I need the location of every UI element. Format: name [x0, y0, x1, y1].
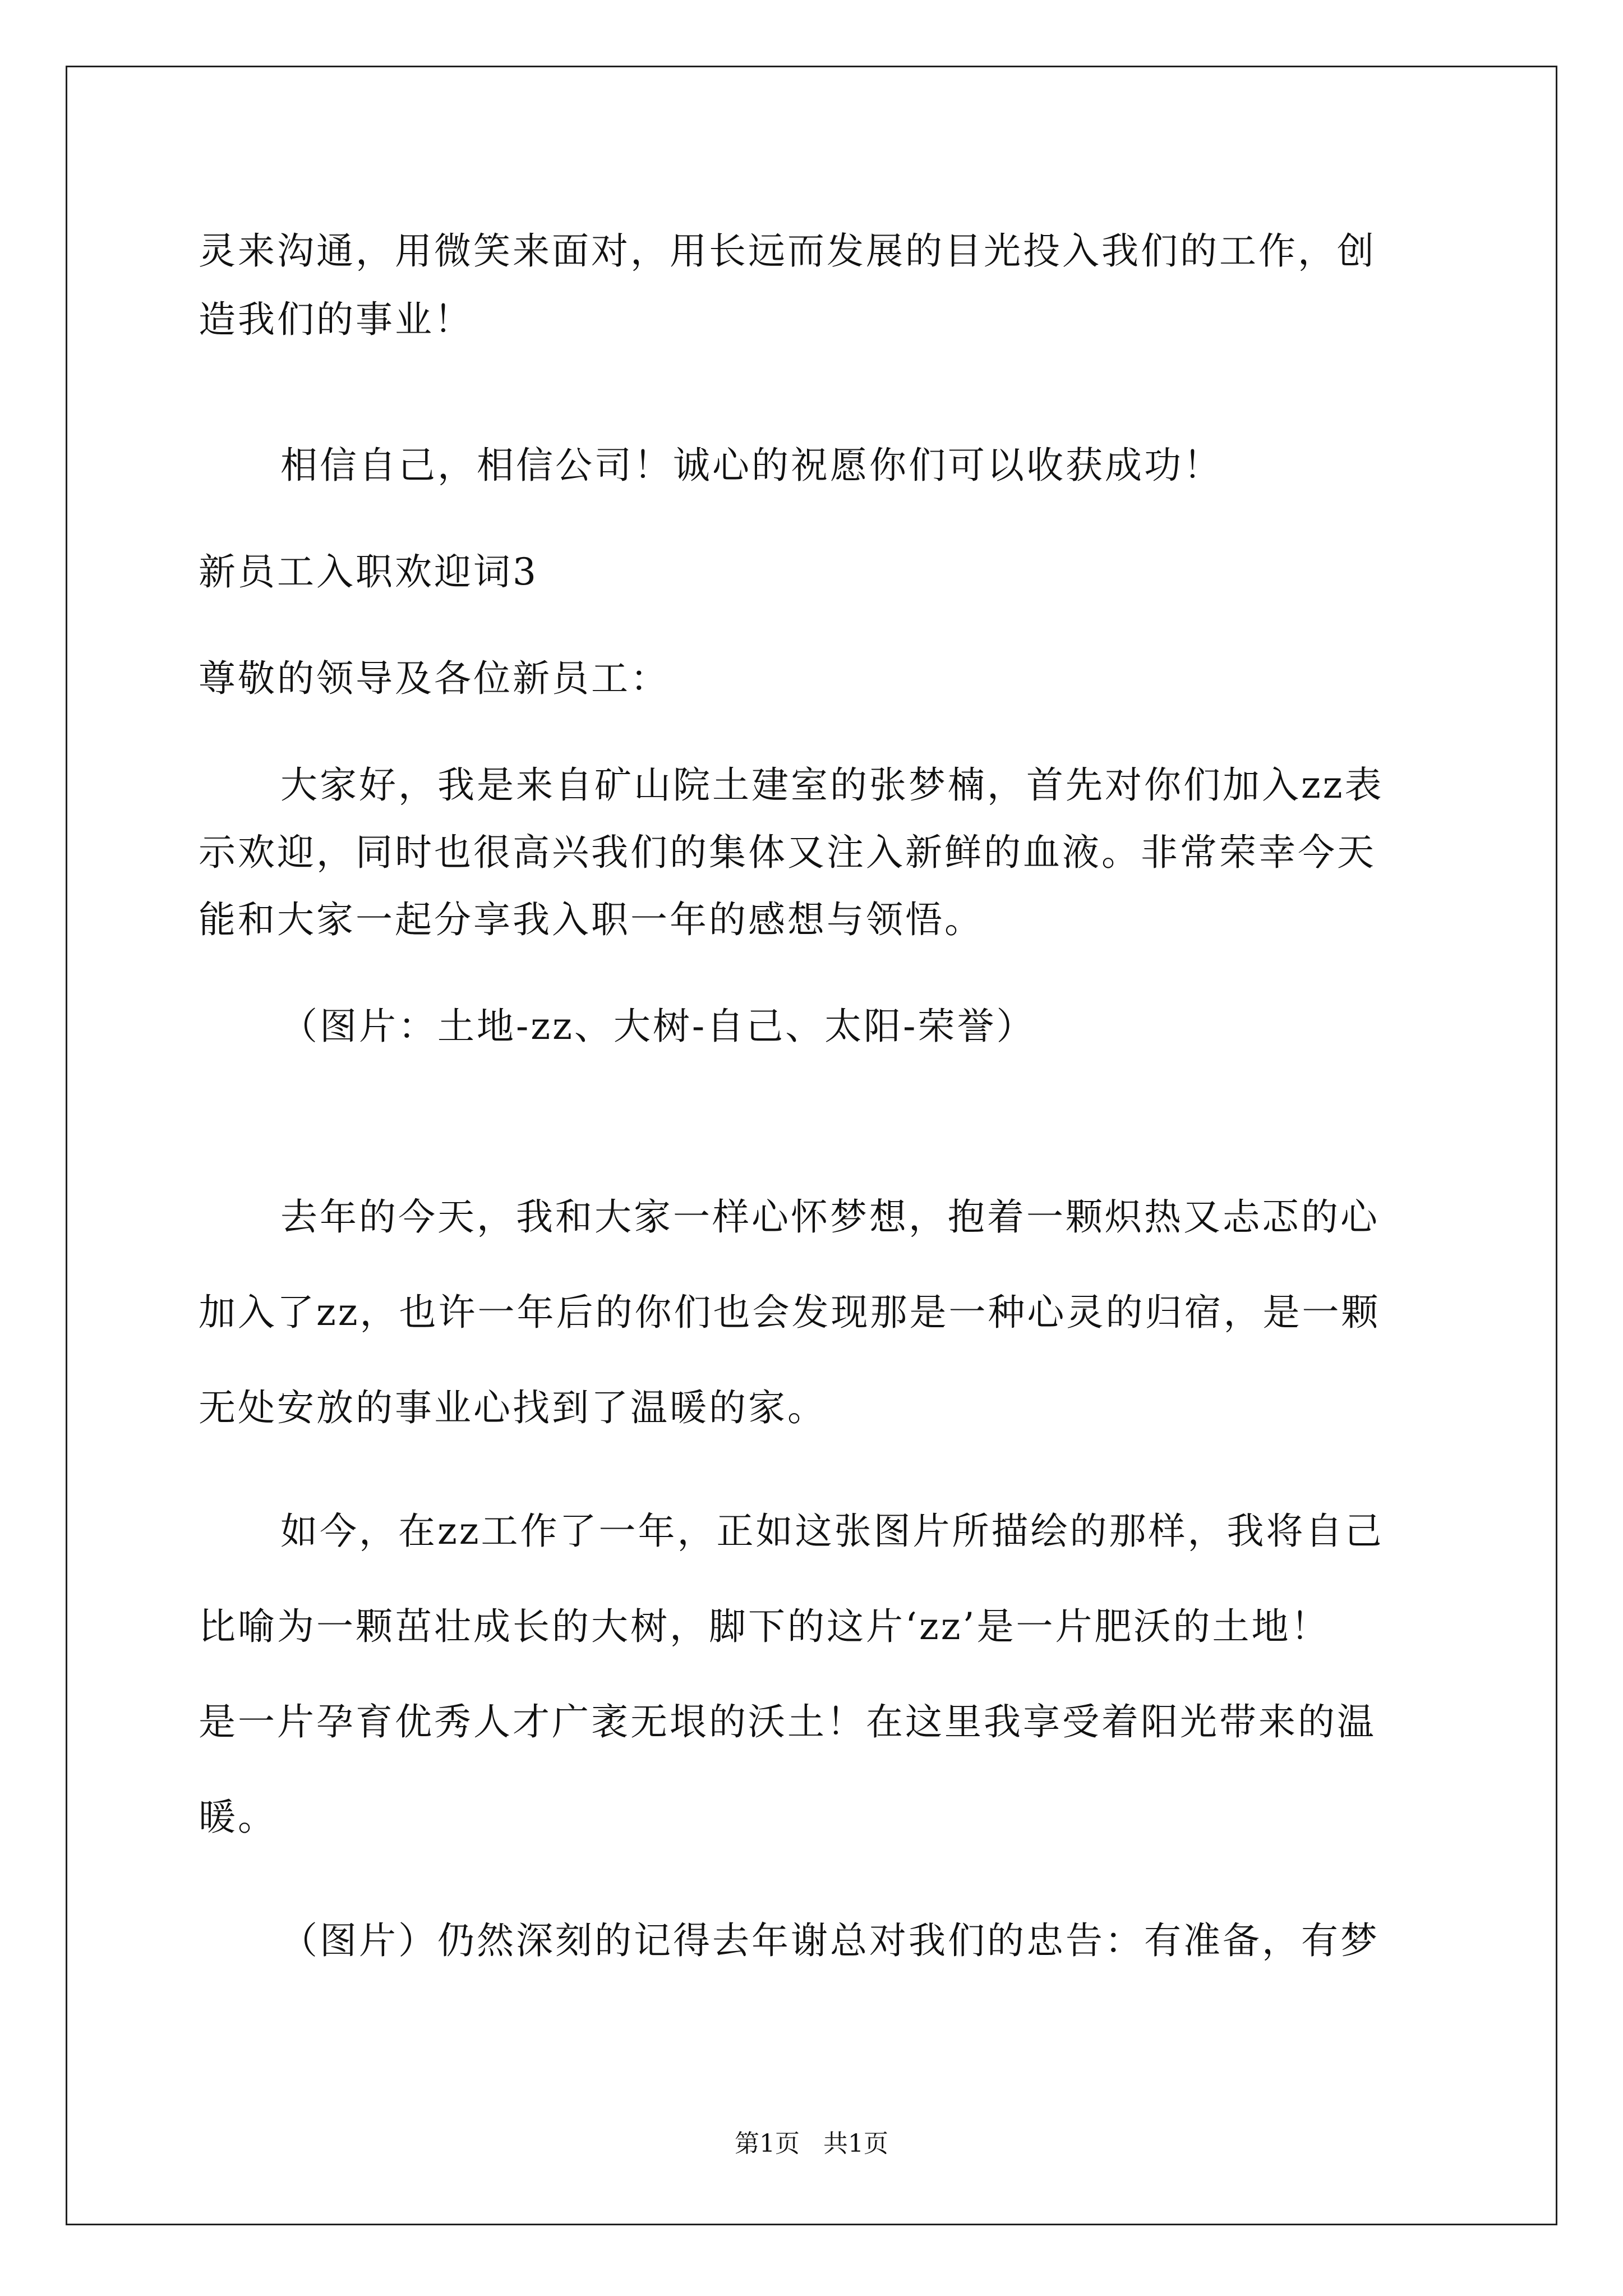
body-line: 无处安放的事业心找到了温暖的家。 [199, 1386, 827, 1429]
body-line: 灵来沟通，用微笑来面对，用长远而发展的目光投入我们的工作，创 [199, 229, 1376, 273]
body-line: 去年的今天，我和大家一样心怀梦想，抱着一颗炽热又忐忑的心 [280, 1195, 1380, 1239]
body-line: 大家好，我是来自矿山院土建室的张梦楠，首先对你们加入zz表 [280, 763, 1384, 807]
body-line: （图片）仍然深刻的记得去年谢总对我们的忠告：有准备，有梦 [280, 1919, 1380, 1962]
body-line: 示欢迎，同时也很高兴我们的集体又注入新鲜的血液。非常荣幸今天 [199, 831, 1376, 874]
body-line: 造我们的事业！ [199, 298, 473, 341]
page-border [66, 66, 1557, 2225]
body-line: 加入了zz，也许一年后的你们也会发现那是一种心灵的归宿，是一颗 [199, 1291, 1381, 1334]
body-line: 比喻为一颗茁壮成长的大树，脚下的这片‘zz’是一片肥沃的土地！ [199, 1605, 1330, 1648]
body-line: 暖。 [199, 1796, 277, 1839]
page-number-footer: 第1页 共1页 [735, 2129, 888, 2158]
body-line: 相信自己，相信公司！诚心的祝愿你们可以收获成功！ [280, 444, 1223, 487]
body-line: 如今，在zz工作了一年，正如这张图片所描绘的那样，我将自己 [280, 1510, 1384, 1553]
section-heading: 新员工入职欢迎词3 [199, 550, 538, 593]
body-line: （图片：土地-zz、大树-自己、太阳-荣誉） [280, 1005, 1036, 1048]
salutation: 尊敬的领导及各位新员工： [199, 657, 670, 700]
body-line: 是一片孕育优秀人才广袤无垠的沃土！在这里我享受着阳光带来的温 [199, 1700, 1376, 1743]
body-line: 能和大家一起分享我入职一年的感想与领悟。 [199, 898, 984, 941]
